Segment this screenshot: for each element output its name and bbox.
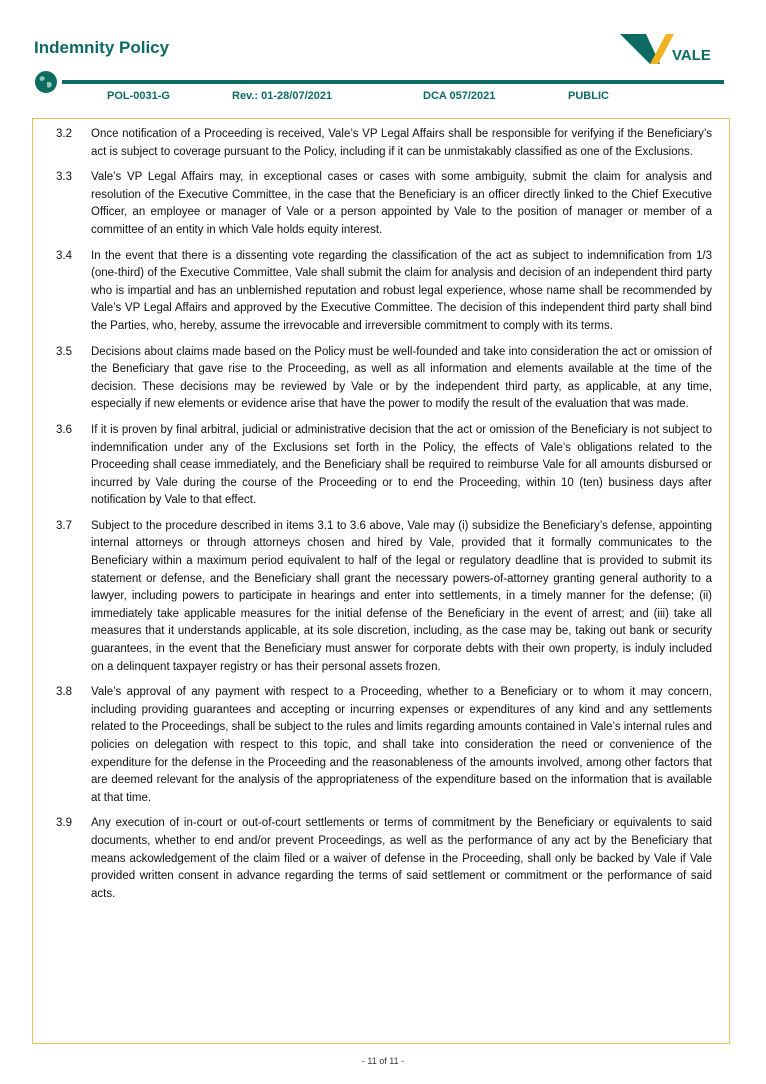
classification: PUBLIC [568, 90, 609, 102]
item-number: 3.7 [56, 519, 72, 532]
item-number: 3.3 [56, 171, 72, 184]
revision: Rev.: 01-28/07/2021 [232, 90, 333, 102]
item-number: 3.4 [56, 249, 72, 262]
item-number: 3.9 [56, 817, 72, 830]
policy-code: POL-0031-G [107, 90, 170, 102]
item-text: Subject to the procedure described in items 3.1 to 3.6 above, Vale may (i) subsidize the Beneficiary’s defense, appointing internal attorneys or through attorneys chosen and hired by Vale, provided that it formally communicates to the Beneficiary within a maximum period equivalent to half of the legal or regulatory deadline that is provided to submit its statement or defense, and the Beneficiary shall grant the necessary powers-of-attorney granting general authority to a lawyer, including powers to participate in hearings and enter into settlements, in a timely manner for the defense; (ii) immediately take applicable measures for the initial defense of the Beneficiary in the event of arrest; and (iii) take all measures that it understands applicable, at its sole discretion, including, as the case may be, taking out bank or security guarantees, in the event that the Beneficiary must answer for corporate debts with their own property, is induly included on a delinquent taxpayer registry or has their personal assets frozen. [91, 519, 712, 673]
dca-number: DCA 057/2021 [423, 90, 496, 102]
policy-item [56, 684, 712, 807]
item-number: 3.8 [56, 686, 72, 699]
header-rule [62, 80, 724, 84]
policy-item [56, 126, 712, 161]
logo-text: VALE [672, 47, 711, 64]
page-number: - 11 of 11 - [361, 1056, 405, 1066]
item-text: Any execution of in-court or out-of-court settlements or terms of commitment by the Beneficiary or equivalents to said documents, whether to end and/or prevent Proceedings, as well as the performance of any act by the Beneficiary that means ackowledgement of the claim filed or a waiver of defense in the Proceeding, shall only be backed by Vale if Vale provided written consent in advance regarding the terms of said settlement or commitment or the performance of said acts. [91, 817, 712, 900]
item-text: Vale’s approval of any payment with respect to a Proceeding, whether to a Beneficiary or to whom it may concern, including providing guarantees and accepting or incurring expenses or expenditures of any kind and any settlements related to the Proceedings, shall be subject to the rules and limits regarding amounts contained in Vale’s internal rules and policies on delegation with respect to this topic, and shall take into consideration the need or convenience of the expenditure for the defense in the Proceeding and the reasonableness of the amounts involved, among other factors that are deemed relevant for the analysis of the appropriateness of the expenditure based on the information that is available at that time. [91, 686, 712, 804]
policy-item [56, 344, 712, 414]
policy-item [56, 422, 712, 510]
policy-item [56, 518, 712, 676]
globe-icon [34, 70, 58, 94]
item-number: 3.6 [56, 423, 72, 436]
vale-logo [620, 30, 720, 70]
policy-item [56, 248, 712, 336]
document-title: Indemnity Policy [34, 38, 170, 57]
item-text: Once notification of a Proceeding is received, Vale’s VP Legal Affairs shall be responsible for verifying if the Beneficiary’s act is subject to coverage pursuant to the Policy, including if it can be unmistakably classified as one of the Exclusions. [91, 128, 712, 158]
item-text: In the event that there is a dissenting vote regarding the classification of the act as subject to indemnification from 1/3 (one-third) of the Executive Committee, Vale shall submit the claim for analysis and decision of an independent third party who is impartial and has an unblemished reputation and robust legal experience, whose name shall be recommended by Vale’s VP Legal Affairs and approved by the Executive Committee. The decision of this independent third party shall bind the Parties, who, hereby, assume the irrevocable and irreversible commitment to comply with its terms. [91, 249, 712, 332]
item-text: Decisions about claims made based on the Policy must be well-founded and take into consideration the act or omission of the Beneficiary that gave rise to the Proceeding, as well as all information and elements available at the time of the decision. These decisions may be reviewed by Vale or by the independent third party, as applicable, at any time, especially if new elements or evidence arise that have the power to modify the result of the evaluation that was made. [91, 345, 712, 411]
item-number: 3.5 [56, 345, 72, 358]
item-number: 3.2 [56, 128, 72, 140]
item-text: Vale’s VP Legal Affairs may, in exceptional cases or cases with some ambiguity, submit the claim for analysis and resolution of the Executive Committee, in the case that the Beneficiary is an officer directly linked to the Chief Executive Officer, an employee or manager of Vale or a person appointed by Vale to the position of manager or member of a committee of an entity in which Vale holds equity interest. [91, 171, 712, 236]
policy-item [56, 169, 712, 239]
item-text: If it is proven by final arbitral, judicial or administrative decision that the act or omission of the Beneficiary is not subject to indemnification under any of the Exclusions set forth in the Policy, the effects of Vale’s obligations related to the Proceeding shall cease immediately, and the Beneficiary shall be required to reimburse Vale for all amounts disbursed or incurred by Vale during the course of the Proceeding or to end the Proceeding, within 10 (ten) business days after notification by Vale to that effect. [91, 423, 712, 507]
logo-mark-gold [650, 34, 674, 64]
policy-item [56, 815, 712, 903]
policy-items [56, 126, 712, 911]
